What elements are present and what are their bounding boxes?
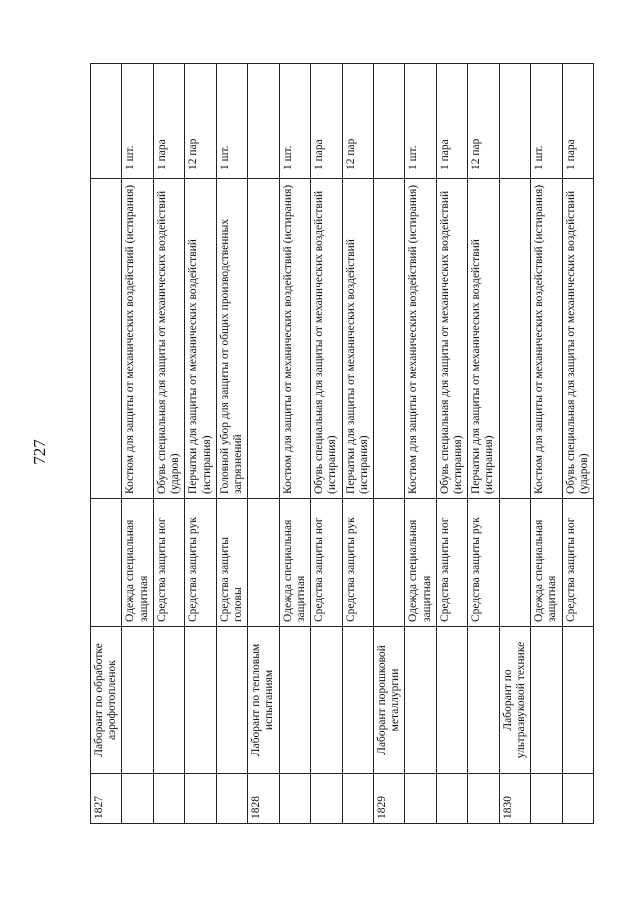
empty-cell — [279, 627, 310, 774]
empty-cell — [216, 627, 247, 774]
ppe-quantity: 1 шт. — [122, 64, 153, 179]
ppe-quantity: 1 шт. — [279, 64, 310, 179]
ppe-description: Обувь специальная для защиты от механических воздействий (ударов) — [562, 179, 593, 499]
group-spacer — [91, 179, 122, 499]
empty-cell — [468, 627, 499, 774]
table-row — [436, 64, 467, 824]
table-frame — [90, 64, 590, 824]
ppe-quantity: 12 пар — [468, 64, 499, 179]
table-row — [499, 64, 530, 824]
ppe-description: Перчатки для защиты от механических воздействий (истирания) — [468, 179, 499, 499]
table-row — [91, 64, 122, 824]
ppe-type: Одежда специальная защитная — [279, 499, 310, 627]
empty-cell — [153, 774, 184, 824]
ppe-type: Средства защиты рук — [342, 499, 373, 627]
group-spacer — [248, 64, 279, 179]
group-spacer — [499, 499, 530, 627]
table-row — [562, 64, 593, 824]
empty-cell — [311, 627, 342, 774]
row-number: 1828 — [248, 774, 279, 824]
empty-cell — [185, 627, 216, 774]
empty-cell — [342, 627, 373, 774]
table-row — [468, 64, 499, 824]
ppe-table — [90, 63, 594, 824]
ppe-type: Средства защиты рук — [468, 499, 499, 627]
ppe-description: Перчатки для защиты от механических воздействий (истирания) — [342, 179, 373, 499]
group-spacer — [499, 64, 530, 179]
group-spacer — [91, 64, 122, 179]
table-row — [405, 64, 436, 824]
table-row — [216, 64, 247, 824]
profession-name: Лаборант по обработке аэрофотопленок — [91, 627, 122, 774]
ppe-type: Средства защиты ног — [153, 499, 184, 627]
empty-cell — [342, 774, 373, 824]
empty-cell — [562, 774, 593, 824]
row-number: 1827 — [91, 774, 122, 824]
empty-cell — [216, 774, 247, 824]
ppe-type: Одежда специальная защитная — [122, 499, 153, 627]
ppe-description: Обувь специальная для защиты от механических воздействий (истирания) — [436, 179, 467, 499]
profession-name: Лаборант порошковой металлургии — [373, 627, 404, 774]
empty-cell — [436, 627, 467, 774]
ppe-description: Перчатки для защиты от механических воздействий (истирания) — [185, 179, 216, 499]
table-row — [185, 64, 216, 824]
empty-cell — [153, 627, 184, 774]
table-row — [248, 64, 279, 824]
empty-cell — [531, 627, 562, 774]
ppe-quantity: 1 пара — [436, 64, 467, 179]
ppe-quantity: 1 пара — [153, 64, 184, 179]
ppe-quantity: 1 шт. — [531, 64, 562, 179]
ppe-description: Головной убор для защиты от общих производственных загрязнений — [216, 179, 247, 499]
group-spacer — [373, 64, 404, 179]
group-spacer — [91, 499, 122, 627]
ppe-description: Костюм для защиты от механических воздействий (истирания) — [405, 179, 436, 499]
table-row — [342, 64, 373, 824]
profession-name: Лаборант по тепловым испытаниям — [248, 627, 279, 774]
ppe-quantity: 1 пара — [562, 64, 593, 179]
ppe-description: Костюм для защиты от механических воздействий (истирания) — [531, 179, 562, 499]
ppe-description: Обувь специальная для защиты от механических воздействий (истирания) — [311, 179, 342, 499]
group-spacer — [373, 179, 404, 499]
ppe-quantity: 1 шт. — [216, 64, 247, 179]
ppe-quantity: 1 пара — [311, 64, 342, 179]
group-spacer — [499, 179, 530, 499]
table-row — [279, 64, 310, 824]
group-spacer — [373, 499, 404, 627]
ppe-description: Костюм для защиты от механических воздействий (истирания) — [279, 179, 310, 499]
empty-cell — [122, 774, 153, 824]
profession-name: Лаборант по ультразвуковой технике — [499, 627, 530, 774]
empty-cell — [562, 627, 593, 774]
row-number: 1830 — [499, 774, 530, 824]
group-spacer — [248, 499, 279, 627]
empty-cell — [122, 627, 153, 774]
table-row — [122, 64, 153, 824]
ppe-type: Средства защиты ног — [311, 499, 342, 627]
ppe-quantity: 1 шт. — [405, 64, 436, 179]
ppe-type: Одежда специальная защитная — [405, 499, 436, 627]
ppe-description: Обувь специальная для защиты от механических воздействий (ударов) — [153, 179, 184, 499]
table-row — [373, 64, 404, 824]
table-rotator — [90, 64, 590, 824]
ppe-type: Средства защиты ног — [436, 499, 467, 627]
ppe-type: Средства защиты ног — [562, 499, 593, 627]
empty-cell — [468, 774, 499, 824]
table-row — [531, 64, 562, 824]
empty-cell — [311, 774, 342, 824]
ppe-type: Одежда специальная защитная — [531, 499, 562, 627]
empty-cell — [531, 774, 562, 824]
empty-cell — [279, 774, 310, 824]
empty-cell — [405, 774, 436, 824]
ppe-quantity: 12 пар — [342, 64, 373, 179]
empty-cell — [185, 774, 216, 824]
page-number: 727 — [30, 439, 49, 465]
row-number: 1829 — [373, 774, 404, 824]
table-row — [153, 64, 184, 824]
ppe-type: Средства защиты головы — [216, 499, 247, 627]
ppe-description: Костюм для защиты от механических воздействий (истирания) — [122, 179, 153, 499]
group-spacer — [248, 179, 279, 499]
ppe-type: Средства защиты рук — [185, 499, 216, 627]
ppe-quantity: 12 пар — [185, 64, 216, 179]
empty-cell — [436, 774, 467, 824]
table-row — [311, 64, 342, 824]
empty-cell — [405, 627, 436, 774]
